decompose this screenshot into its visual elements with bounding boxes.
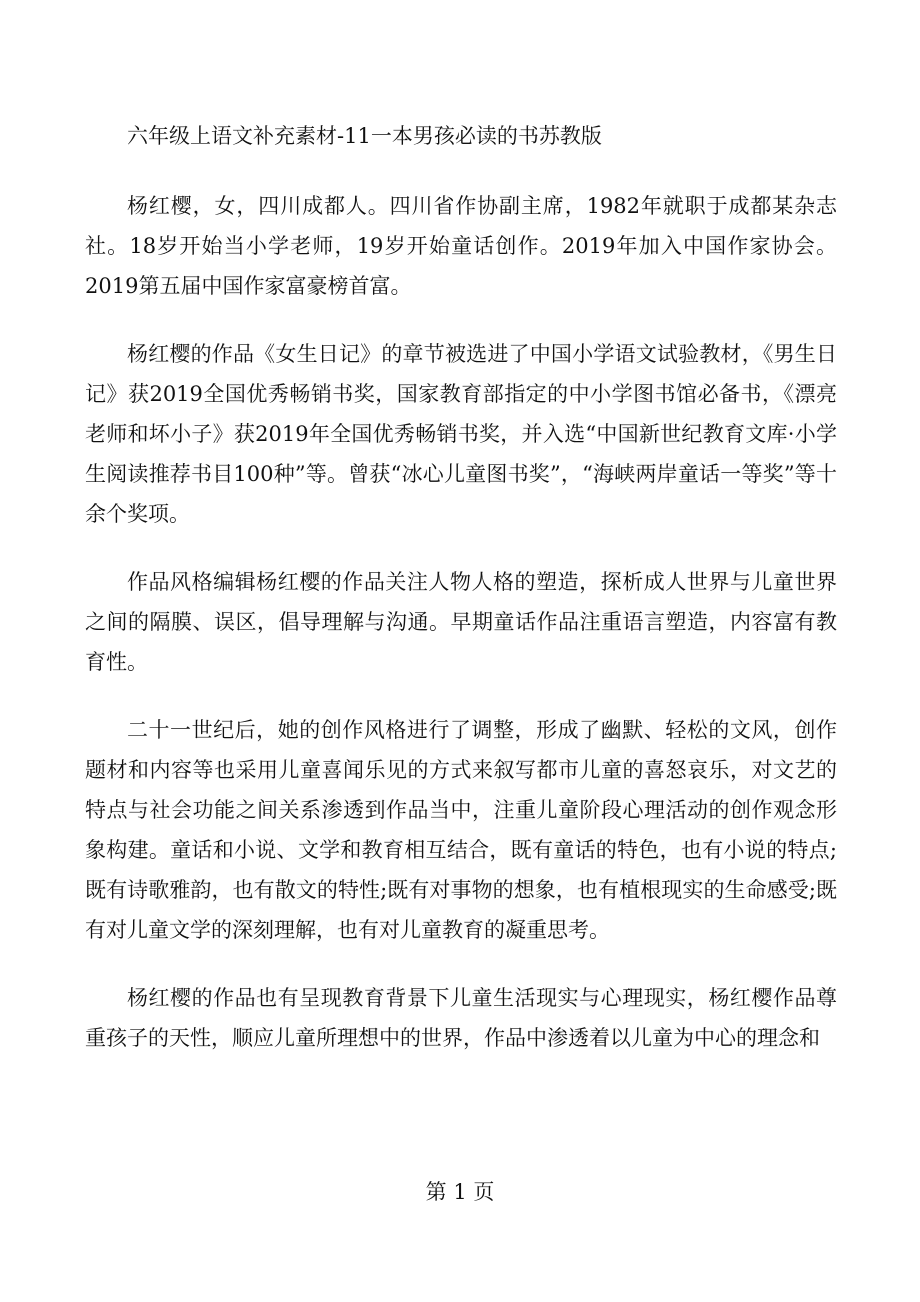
- paragraph-style: 作品风格编辑杨红樱的作品关注人物人格的塑造，探析成人世界与儿童世界之间的隔膜、误区，倡导理解与沟通。早期童话作品注重语言塑造，内容富有教育性。: [85, 570, 837, 674]
- paragraph-author-intro: 杨红樱，女，四川成都人。四川省作协副主席，1982年就职于成都某杂志社。18岁开始当小学老师，19岁开始童话创作。2019年加入中国作家协会。2019第五届中国作家富豪榜首富。: [85, 194, 837, 298]
- page-number: 第 1 页: [425, 1180, 495, 1204]
- paragraph-later-style: 二十一世纪后，她的创作风格进行了调整，形成了幽默、轻松的文风，创作题材和内容等也采用儿童喜闻乐见的方式来叙写都市儿童的喜怒哀乐，对文艺的特点与社会功能之间关系渗透到作品当中，注重儿童阶段心理活动的创作观念形象构建。童话和小说、文学和教育相互结合，既有童话的特色，也有小说的特点;既有诗歌雅韵，也有散文的特性;既有对事物的想象，也有植根现实的生命感受;既有对儿童文学的深刻理解，也有对儿童教育的凝重思考。: [85, 718, 837, 942]
- paragraph-works-awards: 杨红樱的作品《女生日记》的章节被选进了中国小学语文试验教材，《男生日记》获2019全国优秀畅销书奖，国家教育部指定的中小学图书馆必备书，《漂亮老师和坏小子》获2019年全国优秀畅销书奖，并入选“中国新世纪教育文库·小学生阅读推荐书目100种”等。曾获“冰心儿童图书奖”，“海峡两岸童话一等奖”等十余个奖项。: [85, 342, 837, 526]
- paragraph-education-theme: 杨红樱的作品也有呈现教育背景下儿童生活现实与心理现实，杨红樱作品尊重孩子的天性，顺应儿童所理想中的世界，作品中渗透着以儿童为中心的理念和: [85, 986, 837, 1050]
- document-title: 六年级上语文补充素材-11一本男孩必读的书苏教版: [127, 124, 602, 148]
- document-body: [85, 117, 837, 1058]
